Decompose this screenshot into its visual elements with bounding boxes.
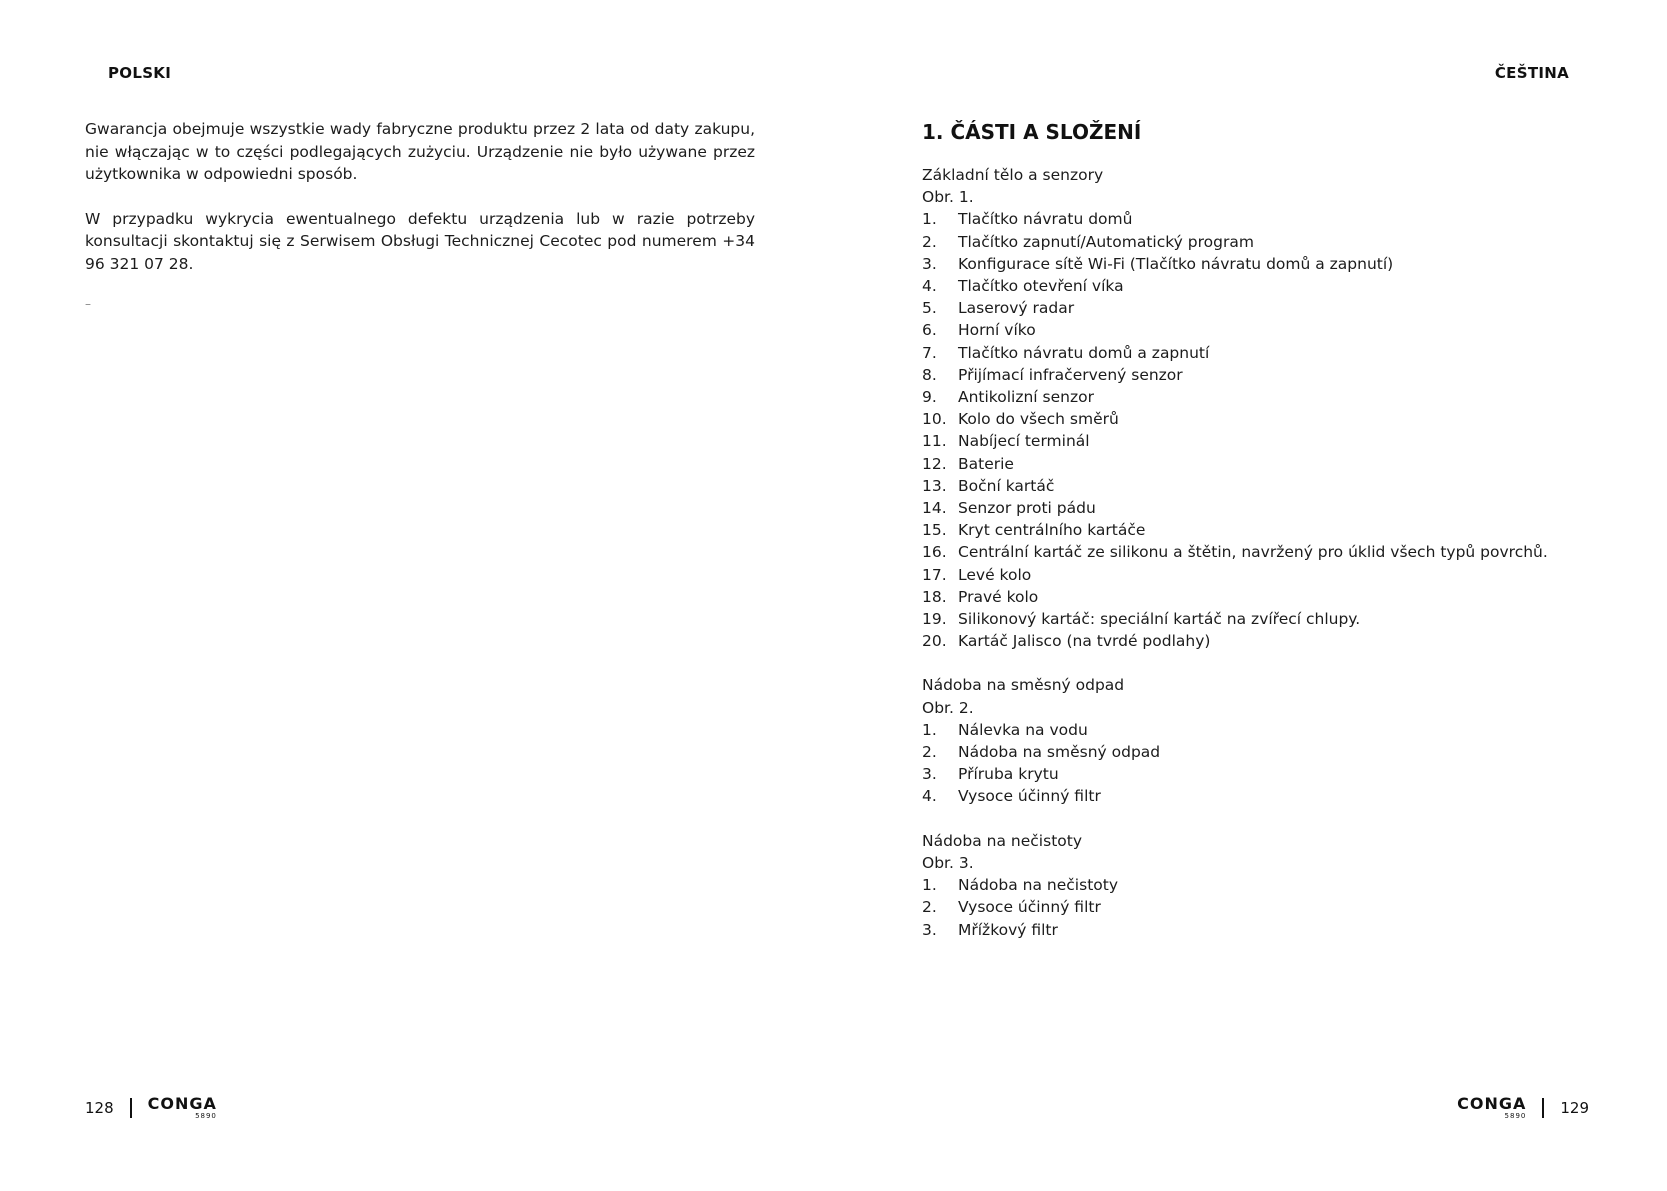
item-number: 20. [922, 632, 947, 651]
parts-groups [922, 164, 1622, 941]
item-text: Mřížkový filtr [958, 920, 1058, 939]
item-text: Levé kolo [958, 565, 1032, 584]
list-item [922, 719, 1622, 741]
list-item [922, 253, 1622, 275]
list-item [922, 608, 1622, 630]
figure-reference: Obr. 2. [922, 698, 974, 717]
item-text: Vysoce účinný filtr [958, 787, 1101, 806]
list-item [922, 475, 1622, 497]
logo-model: 5890 [195, 1112, 217, 1120]
conga-logo [148, 1096, 217, 1120]
item-text: Nádoba na nečistoty [958, 876, 1119, 895]
footer-right [1457, 1096, 1589, 1120]
list-item [922, 741, 1622, 763]
item-text: Nabíjecí terminál [958, 432, 1090, 451]
list-item [922, 208, 1622, 230]
list-item [922, 564, 1622, 586]
item-number: 16. [922, 543, 947, 562]
item-number: 1. [922, 210, 937, 229]
item-text: Kartáč Jalisco (na tvrdé podlahy) [958, 632, 1211, 651]
left-page-number: 128 [85, 1099, 114, 1117]
item-number: 9. [922, 388, 937, 407]
item-number: 3. [922, 765, 937, 784]
parts-group [922, 164, 1622, 652]
warranty-paragraph: Gwarancja obejmuje wszystkie wady fabryczne produktu przez 2 lata od daty zakupu, nie włączając w to części podlegających zużyciu. Urządzenie nie było używane przez użytkownika w odpowiedni sposób. [85, 120, 755, 183]
list-item [922, 785, 1622, 807]
right-language-label: ČEŠTINA [1494, 64, 1569, 82]
item-number: 2. [922, 898, 937, 917]
item-number: 8. [922, 365, 937, 384]
item-text: Tlačítko otevření víka [958, 277, 1124, 296]
parts-group [922, 830, 1622, 941]
logo-text: CONGA [1457, 1094, 1527, 1113]
list-item [922, 497, 1622, 519]
left-language-label: POLSKI [108, 64, 172, 82]
list-item [922, 231, 1622, 253]
figure-reference: Obr. 3. [922, 853, 974, 872]
item-number: 3. [922, 920, 937, 939]
item-text: Příruba krytu [958, 765, 1059, 784]
list-item [922, 763, 1622, 785]
list-item [922, 319, 1622, 341]
list-item [922, 342, 1622, 364]
group-heading: Základní tělo a senzory [922, 166, 1104, 184]
item-text: Centrální kartáč ze silikonu a štětin, navržený pro úklid všech typů povrchů. [958, 543, 1548, 562]
footer-divider [1542, 1098, 1544, 1118]
conga-logo [1457, 1096, 1526, 1120]
list-item [922, 630, 1622, 652]
item-text: Nálevka na vodu [958, 720, 1088, 739]
item-number: 10. [922, 410, 947, 429]
item-number: 12. [922, 454, 947, 473]
right-page-number: 129 [1560, 1099, 1589, 1117]
list-item [922, 874, 1622, 896]
group-heading: Nádoba na nečistoty [922, 831, 1083, 850]
item-number: 2. [922, 743, 937, 762]
item-number: 3. [922, 254, 937, 273]
list-item [922, 364, 1622, 386]
item-number: 2. [922, 232, 937, 251]
list-item [922, 430, 1622, 452]
item-text: Senzor proti pádu [958, 499, 1096, 518]
list-item [922, 541, 1622, 563]
item-text: Vysoce účinný filtr [958, 898, 1101, 917]
item-text: Tlačítko návratu domů a zapnutí [958, 343, 1210, 362]
group-heading: Nádoba na směsný odpad [922, 676, 1125, 695]
right-page-body [922, 118, 1622, 963]
item-number: 13. [922, 476, 947, 495]
item-text: Horní víko [958, 321, 1036, 340]
item-text: Přijímací infračervený senzor [958, 365, 1183, 384]
item-number: 6. [922, 321, 937, 340]
item-number: 15. [922, 521, 947, 540]
item-number: 19. [922, 610, 947, 629]
list-item [922, 586, 1622, 608]
item-number: 7. [922, 343, 937, 362]
item-text: Baterie [958, 454, 1014, 473]
item-text: Pravé kolo [958, 587, 1039, 606]
item-text: Antikolizní senzor [958, 388, 1094, 407]
list-item [922, 453, 1622, 475]
section-title: 1. ČÁSTI A SLOŽENÍ [922, 120, 1142, 144]
item-number: 14. [922, 499, 947, 518]
figure-reference: Obr. 1. [922, 188, 974, 207]
item-text: Kolo do všech směrů [958, 410, 1119, 429]
item-text: Tlačítko návratu domů [958, 210, 1133, 229]
list-item [922, 919, 1622, 941]
list-item [922, 297, 1622, 319]
left-page-body [85, 118, 755, 311]
item-text: Konfigurace sítě Wi-Fi (Tlačítko návratu domů a zapnutí) [958, 254, 1394, 273]
logo-model: 5890 [1504, 1112, 1527, 1120]
list-item [922, 519, 1622, 541]
logo-text: CONGA [147, 1094, 217, 1113]
list-item [922, 386, 1622, 408]
item-number: 1. [922, 876, 937, 895]
dash-mark: – [85, 297, 91, 311]
item-number: 4. [922, 277, 937, 296]
item-text: Silikonový kartáč: speciální kartáč na zvířecí chlupy. [958, 610, 1361, 629]
footer-divider [130, 1098, 132, 1118]
item-number: 4. [922, 787, 937, 806]
item-text: Boční kartáč [958, 476, 1055, 495]
item-number: 17. [922, 565, 947, 584]
item-text: Nádoba na směsný odpad [958, 743, 1161, 762]
list-item [922, 408, 1622, 430]
item-text: Laserový radar [958, 299, 1075, 318]
item-number: 1. [922, 720, 937, 739]
item-number: 5. [922, 299, 937, 318]
item-text: Kryt centrálního kartáče [958, 521, 1146, 540]
parts-group [922, 674, 1622, 807]
item-text: Tlačítko zapnutí/Automatický program [958, 232, 1254, 251]
item-number: 11. [922, 432, 947, 451]
contact-paragraph: W przypadku wykrycia ewentualnego defektu urządzenia lub w razie potrzeby konsultacji skontaktuj się z Serwisem Obsługi Technicznej Cecotec pod numerem +34 96 321 07 28. [85, 209, 755, 273]
list-item [922, 275, 1622, 297]
footer-left [85, 1096, 217, 1120]
list-item [922, 896, 1622, 918]
item-number: 18. [922, 587, 947, 606]
